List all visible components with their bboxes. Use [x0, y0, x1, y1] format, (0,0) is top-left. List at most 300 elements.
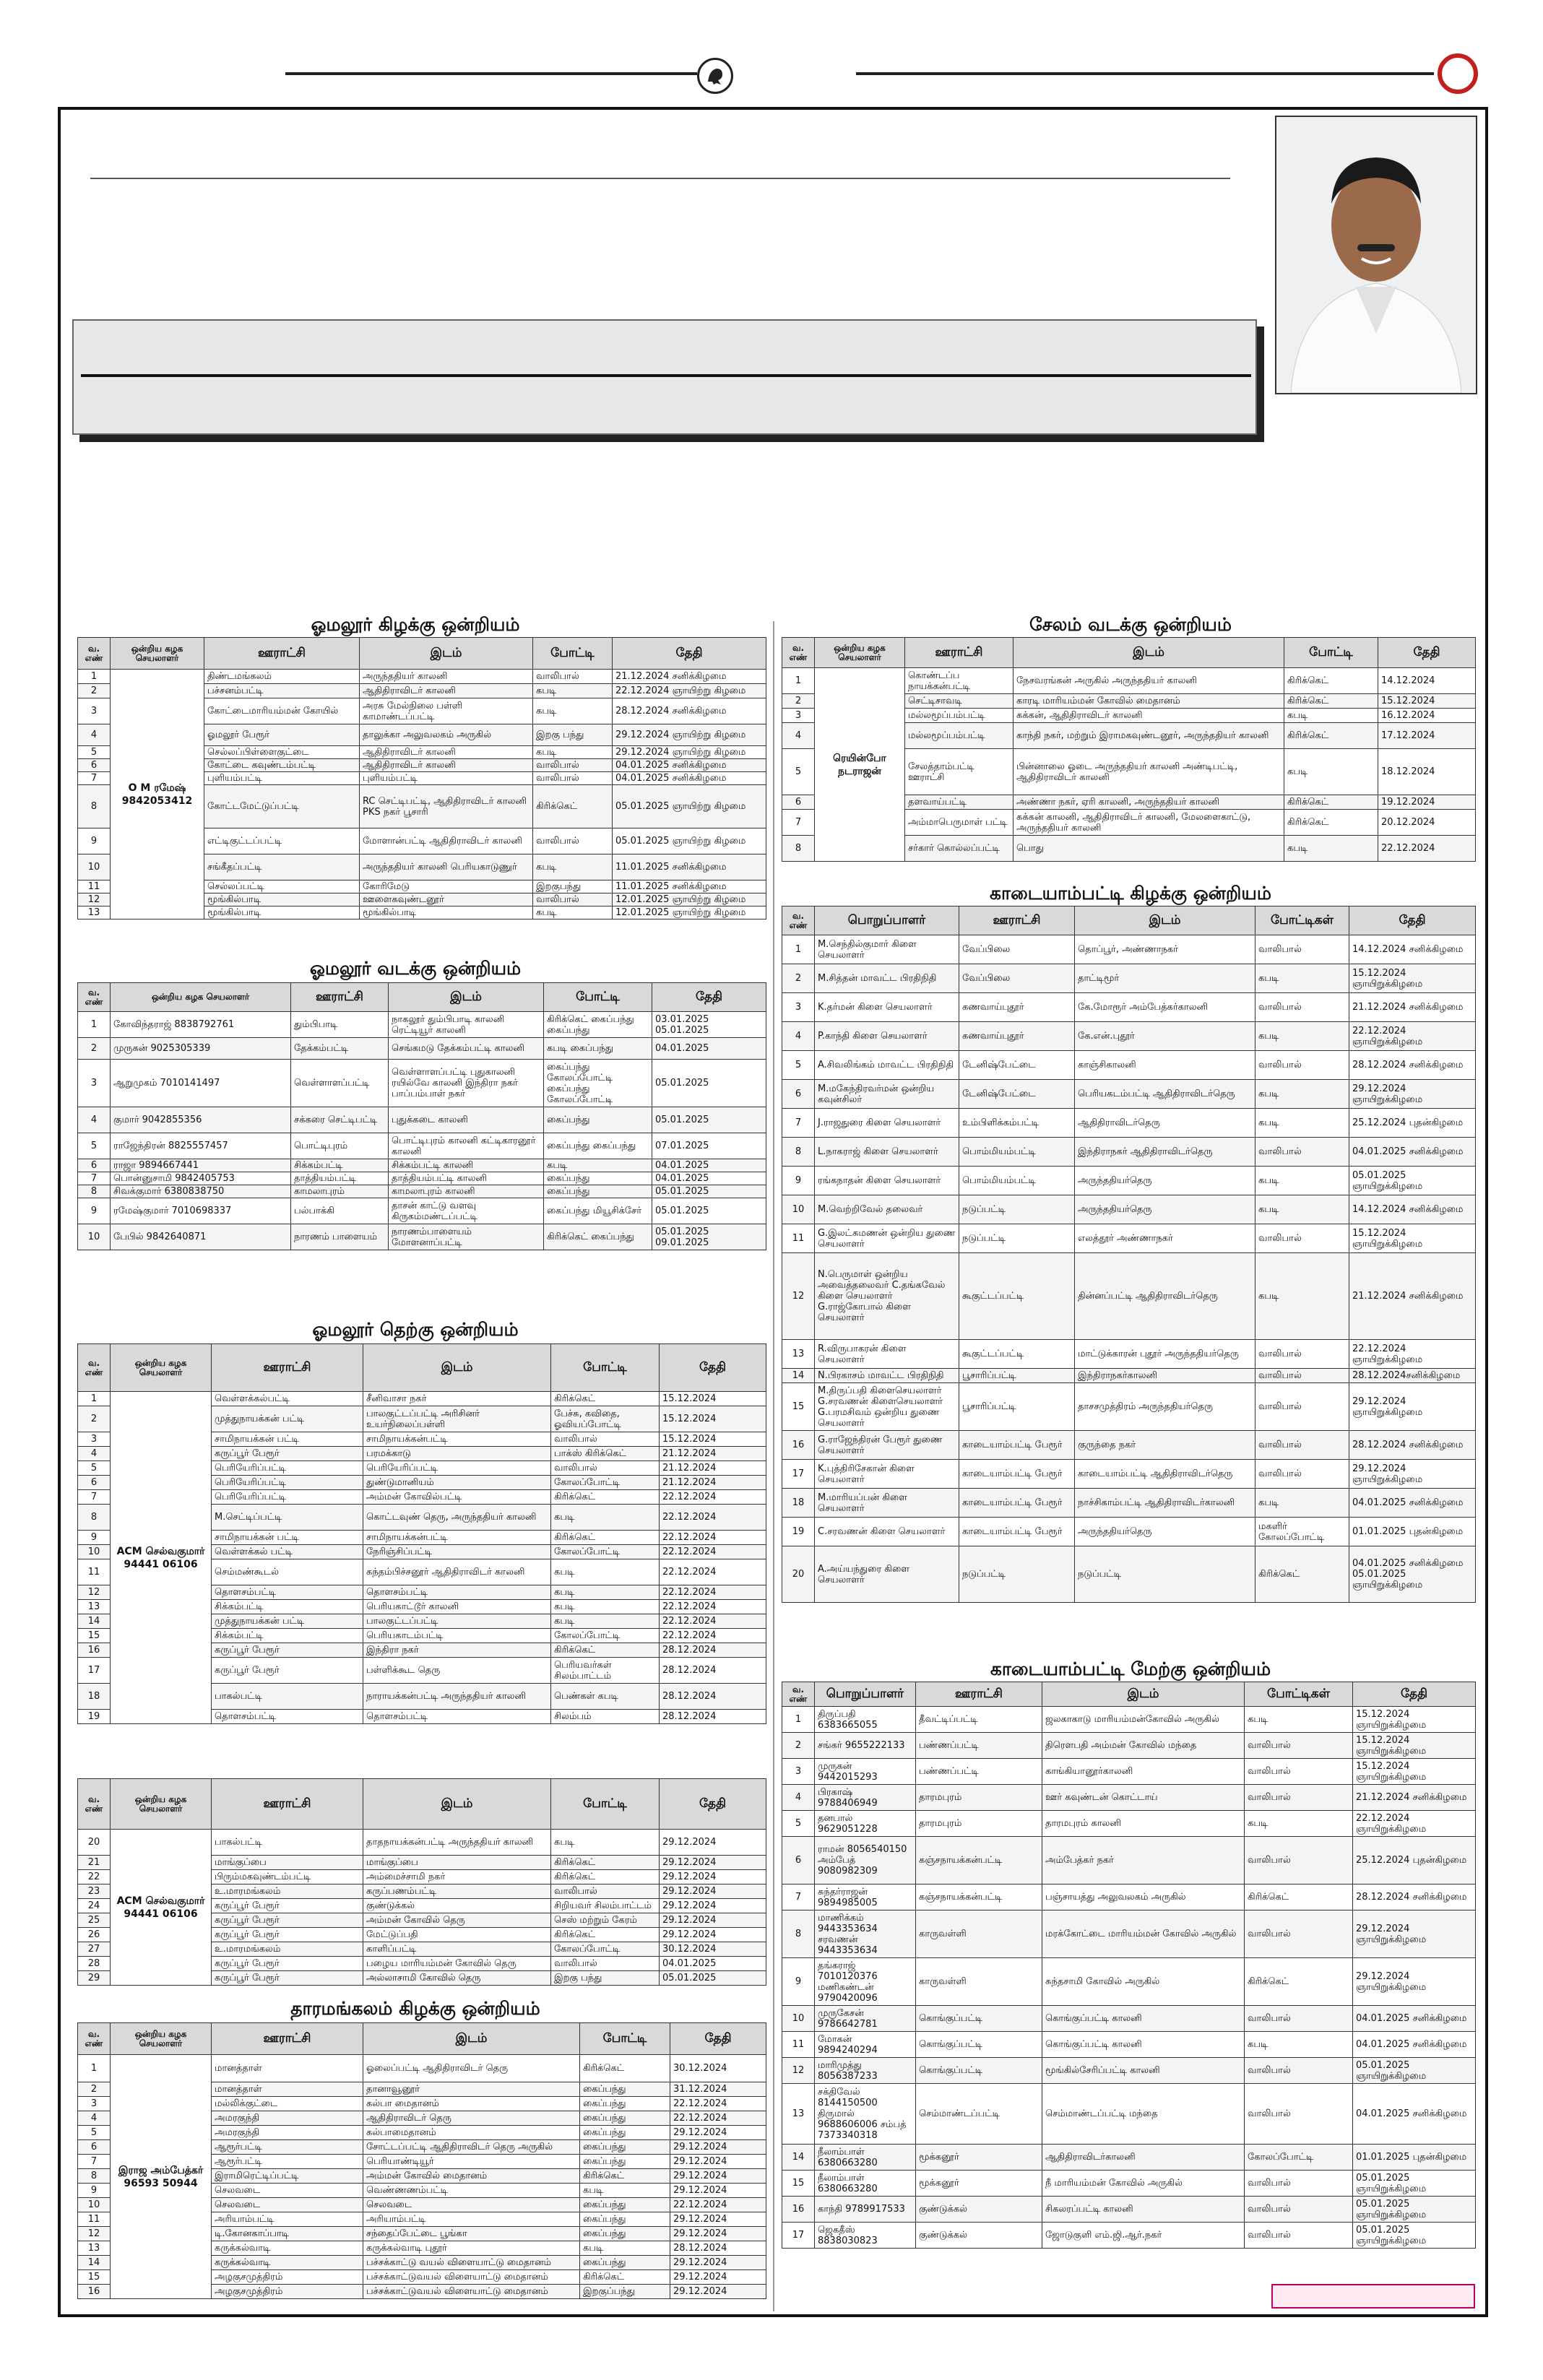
table-cell: 22.12.2024 — [660, 1490, 766, 1505]
table-omalur-east — [77, 637, 766, 919]
header-place: இடம் — [389, 983, 544, 1012]
table-cell: பாலகுட்டப்பட்டி அரிசினர் உயர்நிலைப்பள்ளி — [363, 1406, 551, 1432]
header-date: தேதி — [1378, 638, 1476, 668]
table-row — [782, 1138, 1476, 1167]
table-cell: சக்கரை செட்டிபட்டி — [291, 1107, 389, 1133]
table-cell: 05.01.2025 — [652, 1198, 766, 1224]
row-number: 8 — [78, 2169, 111, 2184]
header-no: வ. எண் — [782, 638, 815, 668]
row-number: 23 — [78, 1884, 111, 1899]
table-cell: 29.12.2024 — [660, 1899, 766, 1913]
table-row — [782, 1167, 1476, 1195]
row-number: 22 — [78, 1870, 111, 1884]
table-cell: மோகன் 9894240294 — [815, 2032, 916, 2058]
table-cell: சாமிநாயக்கன் பட்டி — [212, 1432, 363, 1447]
table-cell: மாரிமுத்து 8056387233 — [815, 2058, 916, 2084]
table-cell: ஆதிதிராவிடர்தெரு — [1075, 1109, 1255, 1138]
table-cell: தாட்டிமூர் — [1075, 964, 1255, 993]
header-incharge: பொறுப்பாளர் — [815, 1682, 916, 1707]
table-cell: தாரமபுரம் காலனி — [1042, 1811, 1245, 1837]
table-cell: செம்மண்கூடல் — [212, 1559, 363, 1585]
header-no: வ. எண் — [78, 638, 111, 670]
table-cell: தாதநாயக்கன்பட்டி அருந்ததியர் காலனி — [363, 1830, 551, 1856]
table-cell: கே.மோரூர் அம்பேத்கர்காலனி — [1075, 993, 1255, 1022]
row-number: 15 — [78, 2270, 111, 2285]
header-events: போட்டிகள் — [1245, 1682, 1353, 1707]
row-number: 15 — [78, 1629, 111, 1643]
table-cell: கக்கன், ஆதிதிராவிடர் காலனி — [1013, 709, 1284, 723]
table-row — [782, 1518, 1476, 1546]
row-number: 13 — [78, 906, 111, 919]
table-cell: மூக்கனூர் — [916, 2145, 1042, 2171]
table-cell: கபடி — [1245, 1707, 1353, 1733]
table-cell: கிரிக்கெட் — [533, 785, 613, 828]
table-row — [782, 1837, 1476, 1884]
row-number: 10 — [78, 2198, 111, 2212]
table-cell: பொம்மியம்பட்டி — [959, 1138, 1075, 1167]
row-number: 17 — [782, 1460, 815, 1489]
table-cell: M.செட்டிப்பட்டி — [212, 1505, 363, 1531]
row-number: 15 — [782, 2171, 815, 2197]
table-cell: கிரிக்கெட் — [1284, 723, 1378, 749]
header-event: போட்டி — [533, 638, 613, 670]
table-cell: பண்ணப்பட்டி — [916, 1759, 1042, 1785]
table-cell: சிவக்குமார் 6380838750 — [111, 1185, 291, 1198]
table-cell: கபடி — [1284, 709, 1378, 723]
table-cell: ஆறுமுகம் 7010141497 — [111, 1060, 291, 1107]
row-number: 29 — [78, 1971, 111, 1986]
table-cell: செலவடை — [212, 2184, 363, 2198]
table-cell: இந்திராநகர் ஆதிதிராவிடர்தெரு — [1075, 1138, 1255, 1167]
table-cell: கொண்டப்ப நாயக்கன்பட்டி — [905, 668, 1013, 694]
row-number: 2 — [782, 1733, 815, 1759]
table-cell: நேசவரங்கன் அருகில் அருந்ததியர் காலனி — [1013, 668, 1284, 694]
table-row — [78, 2055, 766, 2082]
row-number: 1 — [782, 1707, 815, 1733]
table-cell: 22.12.2024 — [670, 2111, 766, 2126]
table-cell: ஆரூர்பட்டி — [212, 2155, 363, 2169]
table-cell: வாலிபால் — [1255, 935, 1349, 964]
table-cell: A.சிவலிங்கம் மாவட்ட பிரதிநிதி — [815, 1051, 959, 1080]
table-cell: 21.12.2024 — [660, 1461, 766, 1476]
table-cell: 29.12.2024 — [670, 2169, 766, 2184]
row-number: 4 — [782, 723, 815, 749]
row-number: 5 — [782, 1811, 815, 1837]
table-cell: அமரகுந்தி — [212, 2126, 363, 2140]
table-omalur-north — [77, 982, 766, 1250]
row-number: 5 — [78, 1461, 111, 1476]
table-cell: 28.12.2024 — [660, 1658, 766, 1684]
table-cell: குண்டுக்கல் — [363, 1899, 551, 1913]
header-rule-left — [285, 72, 697, 75]
table-cell: குண்டுக்கல் — [916, 2197, 1042, 2223]
table-cell: சாமிநாயக்கன் பட்டி — [212, 1531, 363, 1545]
row-number: 6 — [78, 759, 111, 772]
table-row — [782, 1811, 1476, 1837]
table-cell: பூசாரிப்பட்டி — [959, 1369, 1075, 1383]
table-cell: கருப்பூர் பேரூர் — [212, 1971, 363, 1986]
table-cell: 28.12.2024 சனிக்கிழமை — [1349, 1431, 1476, 1460]
table-cell: காடையாம்பட்டி பேரூர் — [959, 1518, 1075, 1546]
table-row — [782, 1369, 1476, 1383]
table-cell: 05.01.2025 ஞாயிறுக்கிழமை — [1353, 2058, 1476, 2084]
table-cell: கபடி — [1255, 1253, 1349, 1340]
table-cell: தனபால் 9629051228 — [815, 1811, 916, 1837]
table-cell: இறகுபந்து — [533, 880, 613, 893]
table-row — [782, 668, 1476, 694]
table-cell: கக்கன் காலனி, ஆதிதிராவிடர் காலனி, மேலளைகாட்டு, அருந்ததியர் காலனி — [1013, 810, 1284, 836]
table-cell: M.மாரியப்பன் கிளை செயலாளர் — [815, 1489, 959, 1518]
table-cell: பாகல்பட்டி — [212, 1830, 363, 1856]
table-cell: சிலம்பம் — [551, 1710, 660, 1724]
table-cell: கூகுட்டப்பட்டி — [959, 1253, 1075, 1340]
table-cell: 30.12.2024 — [670, 2055, 766, 2082]
header-secretary: ஒன்றிய கழக செயலாளர் — [111, 983, 291, 1012]
table-cell: 28.12.2024 — [660, 1710, 766, 1724]
header-secretary: ஒன்றிய கழக செயலாளர் — [815, 638, 905, 668]
table-cell: 15.12.2024 ஞாயிறுக்கிழமை — [1353, 1759, 1476, 1785]
table-cell: கோலப்போட்டி — [1245, 2145, 1353, 2171]
table-cell: தொளசம்பட்டி — [212, 1585, 363, 1600]
table-cell: 22.12.2024 — [670, 2097, 766, 2111]
table-cell: தீவட்டிப்பட்டி — [916, 1707, 1042, 1733]
table-cell: 20.12.2024 — [1378, 810, 1476, 836]
table-cell: கபடி கைப்பந்து — [544, 1038, 652, 1060]
row-number: 1 — [78, 670, 111, 684]
row-number: 12 — [782, 2058, 815, 2084]
table-cell: ஆரூர்பட்டி — [212, 2140, 363, 2155]
table-cell: அம்மாபெருமாள் பட்டி — [905, 810, 1013, 836]
table-cell: 22.12.2024 ஞாயிறுக்கிழமை — [1349, 1340, 1476, 1369]
table-cell: தின்னப்பட்டி ஆதிதிராவிடர்தெரு — [1075, 1253, 1255, 1340]
table-cell: சிக்கம்பட்டி — [291, 1159, 389, 1172]
table-cell: அரியாம்பட்டி — [212, 2212, 363, 2227]
table-cell: கோரிமேடு — [360, 880, 533, 893]
table-row — [78, 1185, 766, 1198]
row-number: 19 — [782, 1518, 815, 1546]
header-event: போட்டி — [551, 1779, 660, 1830]
table-cell: 04.01.2025 சனிக்கிழமை — [1349, 1489, 1476, 1518]
table-cell: கோலப்போட்டி — [551, 1545, 660, 1559]
table-row — [782, 2171, 1476, 2197]
row-number: 9 — [78, 2184, 111, 2198]
table-cell: அண்ணா நகர், ஏரி காலனி, அருந்ததியர் காலனி — [1013, 795, 1284, 810]
table-cell: செங்கமடு தேக்கம்பட்டி காலனி — [389, 1038, 544, 1060]
row-number: 10 — [782, 1195, 815, 1224]
table-row — [782, 1340, 1476, 1369]
header-place: இடம் — [363, 2023, 580, 2055]
row-number: 9 — [78, 828, 111, 854]
table-row — [782, 2145, 1476, 2171]
table-cell: 29.12.2024 — [670, 2140, 766, 2155]
table-cell: P.காந்தி கிளை செயலாளர் — [815, 1022, 959, 1051]
table-cell: 29.12.2024 — [670, 2285, 766, 2299]
header-date: தேதி — [660, 1344, 766, 1392]
row-number: 1 — [782, 935, 815, 964]
row-number: 8 — [78, 1505, 111, 1531]
table-cell: காமலாபுரம் — [291, 1185, 389, 1198]
row-number: 2 — [78, 1406, 111, 1432]
table-cell: பரமக்காடு — [363, 1447, 551, 1461]
table-cell: 17.12.2024 — [1378, 723, 1476, 749]
table-cell: 05.01.2025 — [652, 1185, 766, 1198]
table-cell: கபடி — [544, 1159, 652, 1172]
table-cell: பொட்டிபுரம் — [291, 1133, 389, 1159]
row-number: 13 — [782, 1340, 815, 1369]
table-row — [782, 1431, 1476, 1460]
table-cell: வாலிபால் — [1245, 2058, 1353, 2084]
table-cell: கிரிக்கெட் — [551, 1490, 660, 1505]
table-cell: இந்திரா நகர் — [363, 1643, 551, 1658]
table-cell: 15.12.2024 ஞாயிறுக்கிழமை — [1353, 1733, 1476, 1759]
header-place: இடம் — [1013, 638, 1284, 668]
table-row — [78, 1107, 766, 1133]
header-no: வ. எண் — [78, 983, 111, 1012]
table-row — [782, 1546, 1476, 1603]
table-cell: 29.12.2024 — [660, 1884, 766, 1899]
row-number: 8 — [782, 836, 815, 862]
table-cell: 04.01.2025 சனிக்கிழமை — [1353, 2084, 1476, 2145]
table-cell: தாரமபுரம் — [916, 1811, 1042, 1837]
table-cell: K.தர்மன் கிளை செயலாளர் — [815, 993, 959, 1022]
table-row — [782, 2084, 1476, 2145]
table-cell: கருப்பூர் பேரூர் — [212, 1928, 363, 1942]
table-cell: காடையாம்பட்டி பேரூர் — [959, 1431, 1075, 1460]
table-cell: 22.12.2024 — [660, 1545, 766, 1559]
row-number: 15 — [782, 1383, 815, 1431]
table-cell: பெரியகடம்பட்டி ஆதிதிராவிடர்தெரு — [1075, 1080, 1255, 1109]
table-cell: கருக்கல்வாடி — [212, 2241, 363, 2256]
table-cell: கபடி — [1255, 964, 1349, 993]
table-cell: கைப்பந்து — [544, 1172, 652, 1185]
row-number: 6 — [782, 1080, 815, 1109]
table-cell: கைப்பந்து — [580, 2227, 670, 2241]
header-panchayat: ஊராட்சி — [959, 906, 1075, 935]
header-incharge: பொறுப்பாளர் — [815, 906, 959, 935]
table-cell: வாலிபால் — [1255, 1460, 1349, 1489]
header-panchayat: ஊராட்சி — [212, 1344, 363, 1392]
table-row — [78, 1198, 766, 1224]
table-cell: கஞ்சநாயக்கன்பட்டி — [916, 1837, 1042, 1884]
row-number: 10 — [78, 854, 111, 880]
section-title-kadayampatti-west: காடையாம்பட்டி மேற்கு ஒன்றியம் — [990, 1658, 1271, 1679]
row-number: 21 — [78, 1856, 111, 1870]
row-number: 7 — [782, 1109, 815, 1138]
table-cell: 21.12.2024 — [660, 1447, 766, 1461]
table-cell: உ.மாரமங்கலம் — [212, 1942, 363, 1957]
table-cell: 22.12.2024 — [670, 2198, 766, 2212]
table-cell: M.சித்தன் மாவட்ட பிரதிநிதி — [815, 964, 959, 993]
table-cell: வாலிபால் — [533, 772, 613, 785]
table-cell: 04.01.2025 — [652, 1172, 766, 1185]
table-tharamangalam-east — [77, 2022, 766, 2299]
table-cell: 22.12.2024 — [660, 1559, 766, 1585]
table-cell: M.திருப்பதி கிளைசெயலாளர் G.சரவணன் கிளைசெயலாளர் G.பரமசிவம் ஒன்றிய துணை செயலாளர் — [815, 1383, 959, 1431]
table-cell: காடையாம்பட்டி பேரூர் — [959, 1489, 1075, 1518]
table-cell: தாரமபுரம் — [916, 1785, 1042, 1811]
table-cell: 22.12.2024 ஞாயிற்று கிழமை — [613, 684, 766, 698]
row-number: 9 — [78, 1198, 111, 1224]
table-cell: பூசாரிப்பட்டி — [959, 1383, 1075, 1431]
header-place: இடம் — [363, 1779, 551, 1830]
table-cell: சீனிவாசா நகர் — [363, 1392, 551, 1406]
table-cell: பாக்ஸ் கிரிக்கெட் — [551, 1447, 660, 1461]
table-cell: 29.12.2024 — [670, 2155, 766, 2169]
row-number: 2 — [78, 1038, 111, 1060]
table-cell: அம்மன் கோவில் மைதானம் — [363, 2169, 580, 2184]
table-cell: தொளசம்பட்டி — [363, 1710, 551, 1724]
table-cell: பச்சக்காட்டு வயல் விளையாட்டு மைதானம் — [363, 2256, 580, 2270]
table-cell: கணவாய்புதூர் — [959, 993, 1075, 1022]
table-cell: அருந்ததியர்தெரு — [1075, 1518, 1255, 1546]
table-row — [78, 1012, 766, 1038]
table-omalur-south — [77, 1343, 766, 1724]
row-number: 4 — [782, 1785, 815, 1811]
table-cell: நடுப்பட்டி — [1075, 1546, 1255, 1603]
table-cell: குமார் 9042855356 — [111, 1107, 291, 1133]
table-cell: G.ராஜேந்திரன் பேரூர் துணை செயலாளர் — [815, 1431, 959, 1460]
row-number: 5 — [78, 746, 111, 759]
header-place: இடம் — [360, 638, 533, 670]
table-cell: 01.01.2025 புதன்கிழமை — [1349, 1518, 1476, 1546]
table-cell: செல்லப்பட்டி — [204, 880, 360, 893]
table-cell: வாலிபால் — [1245, 1785, 1353, 1811]
row-number: 11 — [78, 880, 111, 893]
header-panchayat: ஊராட்சி — [212, 1779, 363, 1830]
table-cell: அல்லாசாமி கோவில் தெரு — [363, 1971, 551, 1986]
table-cell: கோட்டமேட்டுப்பட்டி — [204, 785, 360, 828]
table-cell: 22.12.2024 ஞாயிறுக்கிழமை — [1353, 1811, 1476, 1837]
table-cell: புளியம்பட்டி — [360, 772, 533, 785]
table-cell: பெரியேரிப்பட்டி — [212, 1476, 363, 1490]
table-cell: பண்ணப்பட்டி — [916, 1733, 1042, 1759]
table-cell: 28.12.2024 சனிக்கிழமை — [613, 698, 766, 724]
table-cell: கிரிக்கெட் — [551, 1643, 660, 1658]
table-cell: வாலிபால் — [1245, 1837, 1353, 1884]
table-row — [78, 1060, 766, 1107]
table-row — [782, 1958, 1476, 2006]
table-row — [782, 1224, 1476, 1253]
table-cell: 22.12.2024 — [660, 1614, 766, 1629]
table-cell: மாங்குப்பை — [212, 1856, 363, 1870]
table-cell: வாலிபால் — [551, 1957, 660, 1971]
table-cell: வாலிபால் — [533, 893, 613, 906]
header-secretary: ஒன்றிய கழக செயலாளர் — [111, 638, 204, 670]
table-cell: ரமேஷ்குமார் 7010698337 — [111, 1198, 291, 1224]
header-secretary: ஒன்றிய கழக செயலாளர் — [111, 2023, 212, 2055]
table-cell: செலவடை — [363, 2198, 580, 2212]
table-cell: மூங்கில்பாடி — [204, 906, 360, 919]
table-cell: 28.12.2024 சனிக்கிழமை — [1349, 1051, 1476, 1080]
table-cell: கஞ்சநாயக்கன்பட்டி — [916, 1884, 1042, 1911]
row-number: 14 — [782, 1369, 815, 1383]
table-cell: காங்கியானூர்காலனி — [1042, 1759, 1245, 1785]
table-cell: 28.12.2024 — [670, 2241, 766, 2256]
table-cell: கைப்பந்து — [544, 1107, 652, 1133]
table-cell: ராமன் 8056540150 அம்பேத் 9080982309 — [815, 1837, 916, 1884]
table-cell: தானாவூனூர் — [363, 2082, 580, 2097]
row-number: 3 — [78, 1060, 111, 1107]
table-cell: பெரியாண்டியூர் — [363, 2155, 580, 2169]
table-cell: நாகலூர் தும்பிபாடி காலனி ரெட்டியூர் காலனி — [389, 1012, 544, 1038]
table-cell: 01.01.2025 புதன்கிழமை — [1353, 2145, 1476, 2171]
row-number: 14 — [78, 2256, 111, 2270]
row-number: 1 — [78, 1392, 111, 1406]
table-cell: முருகேசன் 9786642781 — [815, 2006, 916, 2032]
header-place: இடம் — [363, 1344, 551, 1392]
row-number: 26 — [78, 1928, 111, 1942]
table-cell: மாங்குப்பை — [363, 1856, 551, 1870]
table-cell: ஜோடுகுளி எம்.ஜி.ஆர்.நகர் — [1042, 2223, 1245, 2249]
table-cell: 05.01.2025 ஞாயிற்று கிழமை — [613, 785, 766, 828]
table-cell: ஆதிதிராவிடர்காலனி — [1042, 2145, 1245, 2171]
table-cell: 21.12.2024 சனிக்கிழமை — [1349, 993, 1476, 1022]
table-row — [782, 964, 1476, 993]
table-cell: கபடி — [1255, 1489, 1349, 1518]
table-cell: ஊர் கவுண்டன் கொட்டாய் — [1042, 1785, 1245, 1811]
table-cell: 31.12.2024 — [670, 2082, 766, 2097]
table-cell: நீ மாரியம்மன் கோவில் அருகில் — [1042, 2171, 1245, 2197]
table-cell: 16.12.2024 — [1378, 709, 1476, 723]
pink-box — [1271, 2284, 1475, 2308]
table-cell: கைப்பந்து — [580, 2198, 670, 2212]
table-cell: தாலுக்கா அலுவலகம் அருகில் — [360, 724, 533, 746]
table-cell: பெரியேரிப்பட்டி — [212, 1461, 363, 1476]
table-cell: கபடி — [533, 684, 613, 698]
table-cell: சங்கர் 9655222133 — [815, 1733, 916, 1759]
table-cell: குருந்தை நகர் — [1075, 1431, 1255, 1460]
table-cell: அம்மன் கோவில் தெரு — [363, 1913, 551, 1928]
section-title-omalur-east: ஓமலூர் கிழக்கு ஒன்றியம் — [311, 614, 520, 635]
table-row — [782, 1253, 1476, 1340]
table-cell: 29.12.2024 — [660, 1856, 766, 1870]
table-cell: திரௌபதி அம்மன் கோவில் மந்தை — [1042, 1733, 1245, 1759]
table-cell: வாலிபால் — [1245, 1733, 1353, 1759]
row-number: 4 — [78, 2111, 111, 2126]
table-cell: 12.01.2025 ஞாயிற்று கிழமை — [613, 906, 766, 919]
table-cell: கல்பாமைதானம் — [363, 2126, 580, 2140]
table-cell: கருப்பூர் பேரூர் — [212, 1447, 363, 1461]
table-cell: வாலிபால் — [1245, 2197, 1353, 2223]
table-cell: 05.01.2025 ஞாயிற்று கிழமை — [613, 828, 766, 854]
table-cell: கிரிக்கெட் — [1245, 1958, 1353, 2006]
row-number: 19 — [78, 1710, 111, 1724]
row-number: 13 — [78, 2241, 111, 2256]
table-cell: மானத்தாள் — [212, 2082, 363, 2097]
row-number: 16 — [782, 1431, 815, 1460]
header-events: போட்டிகள் — [1255, 906, 1349, 935]
row-number: 7 — [78, 2155, 111, 2169]
table-cell: கொங்குப்பட்டி — [916, 2006, 1042, 2032]
row-number: 6 — [78, 2140, 111, 2155]
table-cell: கைப்பந்து — [580, 2212, 670, 2227]
table-cell: 29.12.2024 ஞாயிறுக்கிழமை — [1349, 1383, 1476, 1431]
table-cell: வாலிபால் — [1245, 1759, 1353, 1785]
table-cell: கிரிக்கெட் — [1245, 1884, 1353, 1911]
table-cell: வாலிபால் — [1245, 2171, 1353, 2197]
header-event: போட்டி — [544, 983, 652, 1012]
table-cell: ரங்கநாதன் கிளை செயலாளர் — [815, 1167, 959, 1195]
table-cell: எட்டிகுட்டப்பட்டி — [204, 828, 360, 854]
table-cell: தாத்தியம்பட்டி — [291, 1172, 389, 1185]
table-cell: 15.12.2024 ஞாயிறுக்கிழமை — [1349, 964, 1476, 993]
table-cell: கபடி — [1284, 749, 1378, 795]
table-cell: நாராயக்கன்பட்டி அருந்ததியர் காலனி — [363, 1684, 551, 1710]
table-cell: மோளான்பட்டி ஆதிதிராவிடர் காலனி — [360, 828, 533, 854]
table-row — [78, 1133, 766, 1159]
row-number: 4 — [78, 1107, 111, 1133]
table-cell: தொளசம்பட்டி — [363, 1585, 551, 1600]
